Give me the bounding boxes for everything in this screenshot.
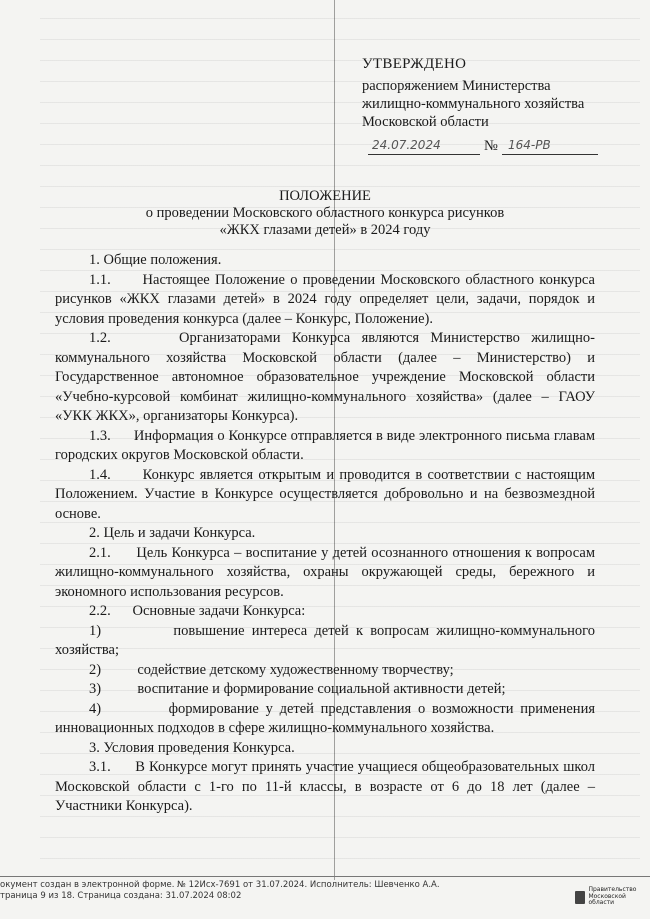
logo-line-1: Правительство	[588, 886, 637, 894]
task-item-2	[55, 661, 595, 681]
paragraph-1-3	[55, 427, 595, 466]
approval-line-1: распоряжением Министерства	[362, 78, 551, 94]
paragraph-text: Настоящее Положение о проведении Московского областного конкурса рисунков «ЖКХ глазами детей» в 2024 году определяет цели, задачи, порядок и условия проведения конкурса (далее – Конкурс, Положение).	[55, 271, 595, 327]
paragraph-1-4	[55, 466, 595, 525]
task-number: 3)	[89, 681, 102, 697]
task-number: 2)	[89, 661, 102, 678]
document-body	[55, 251, 595, 817]
paragraph-3-1	[55, 758, 595, 817]
paragraph-number: 1.3.	[89, 427, 111, 444]
task-text: формирование у детей представления о возможности применения инновационных подходов в сфере жилищно-коммунального хозяйства.	[55, 700, 595, 736]
section-heading-2: 2. Цель и задачи Конкурса.	[89, 525, 256, 541]
task-text: содействие детскому художественному творчеству;	[137, 661, 454, 678]
logo-line-2: Московской области	[588, 892, 626, 907]
approval-block	[362, 55, 632, 157]
task-number: 1)	[89, 622, 102, 639]
footer-stamp	[0, 880, 560, 902]
approval-line-3: Московской области	[362, 114, 489, 130]
paragraph-2-1	[55, 544, 595, 603]
paragraph-1-2	[55, 329, 595, 427]
footer-divider	[0, 876, 650, 877]
section-heading-3: 3. Условия проведения Конкурса.	[89, 739, 295, 756]
task-item-3	[55, 680, 595, 700]
task-item-4	[55, 700, 595, 739]
paragraph-number: 1.2.	[89, 330, 111, 346]
paragraph-2-2	[55, 602, 595, 622]
paragraph-number: 2.1.	[89, 544, 111, 561]
paragraph-text: Основные задачи Конкурса:	[132, 603, 306, 619]
paragraph-number: 2.2.	[89, 603, 111, 619]
approval-heading: УТВЕРЖДЕНО	[362, 56, 467, 72]
task-text: воспитание и формирование социальной активности детей;	[137, 681, 506, 697]
paragraph-text: Цель Конкурса – воспитание у детей осознанного отношения к вопросам жилищно-коммунального хозяйства, охраны окружающей среды, бережного и экономного использования ресурсов.	[55, 544, 596, 600]
footer-line-2: траница 9 из 18. Страница создана: 31.07.2024 08:02	[0, 891, 242, 901]
footer-line-1: окумент создан в электронной форме. № 12Исх-7691 от 31.07.2024. Исполнитель: Шевченко А.А.	[0, 880, 440, 890]
document-subtitle-1: о проведении Московского областного конкурса рисунков	[145, 205, 505, 221]
paragraph-text: Организаторами Конкурса являются Министерство жилищно-коммунального хозяйства Московской области (далее – Министерство) и Государственное автономное образовательное учреждение Московской области «Учебно-курсовой комбинат жилищно-коммунального хозяйства» (далее – ГАОУ «УКК ЖКХ», организаторы Конкурса).	[55, 330, 595, 424]
approval-signature-line	[362, 135, 632, 157]
document-title: ПОЛОЖЕНИЕ	[279, 188, 371, 204]
coat-of-arms-icon	[575, 891, 585, 904]
paragraph-number: 3.1.	[89, 759, 111, 775]
task-number: 4)	[89, 700, 102, 717]
document-subtitle-2: «ЖКХ глазами детей» в 2024 году	[219, 222, 431, 238]
task-text: повышение интереса детей к вопросам жилищно-коммунального хозяйства;	[55, 622, 595, 658]
paragraph-number: 1.1.	[89, 271, 111, 288]
handwritten-date: 24.07.2024	[368, 136, 480, 155]
paragraph-text: В Конкурсе могут принять участие учащиеся общеобразовательных школ Московской области с 1-го по 11-й классы, в возрасте от 6 до 18 лет (далее – Участники Конкурса).	[55, 759, 596, 814]
paragraph-text: Конкурс является открытым и проводится в соответствии с настоящим Положением. Участие в Конкурсе осуществляется добровольно и на безвозмездной основе.	[55, 466, 596, 522]
paragraph-text: Информация о Конкурсе отправляется в виде электронного письма главам городских округов Московской области.	[55, 427, 596, 463]
task-item-1	[55, 622, 595, 661]
approval-line-2: жилищно-коммунального хозяйства	[362, 96, 585, 112]
number-mark: №	[484, 138, 498, 154]
handwritten-number: 164-РВ	[502, 136, 598, 155]
paragraph-1-1	[55, 271, 595, 330]
government-logo	[575, 887, 645, 907]
section-heading-1: 1. Общие положения.	[89, 252, 222, 268]
paragraph-number: 1.4.	[89, 466, 111, 483]
